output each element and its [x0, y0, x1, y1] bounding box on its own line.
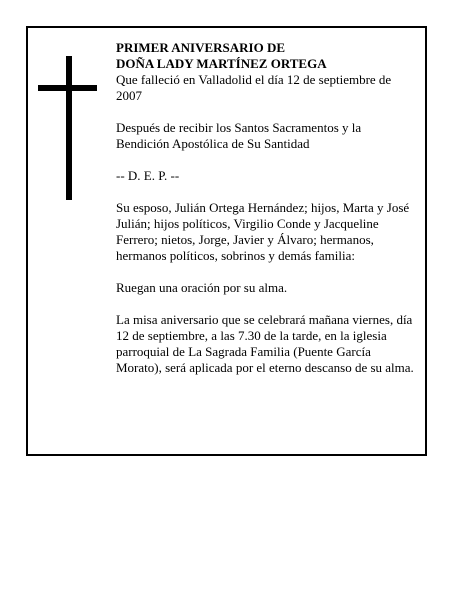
family-text: Su esposo, Julián Ortega Hernández; hijos, Marta y José Julián; hijos políticos, Virgilio Conde y Jacqueline Ferrero; nietos, Jorge, Javier y Álvaro; hermanos, hermanos políticos, sobrinos y demás familia:: [116, 200, 410, 263]
mass-text: La misa aniversario que se celebrará mañana viernes, día 12 de septiembre, a las 7.30 de la tarde, en la iglesia parroquial de La Sagrada Familia (Puente García Morato), será aplicada por el eterno descanso de su alma.: [116, 312, 414, 375]
rip-text: -- D. E. P. --: [116, 168, 180, 183]
death-info: Que falleció en Valladolid el día 12 de septiembre de 2007: [116, 72, 392, 103]
cross-horizontal-bar: [38, 85, 97, 91]
cross-vertical-bar: [66, 56, 72, 200]
prayer-text: Ruegan una oración por su alma.: [116, 280, 288, 295]
notice-title-line1: PRIMER ANIVERSARIO DE: [116, 40, 286, 55]
notice-content: [116, 40, 416, 392]
notice-title-line2: DOÑA LADY MARTÍNEZ ORTEGA: [116, 56, 327, 71]
obituary-notice: [26, 26, 427, 456]
sacraments-text: Después de recibir los Santos Sacramentos y la Bendición Apostólica de Su Santidad: [116, 120, 362, 151]
